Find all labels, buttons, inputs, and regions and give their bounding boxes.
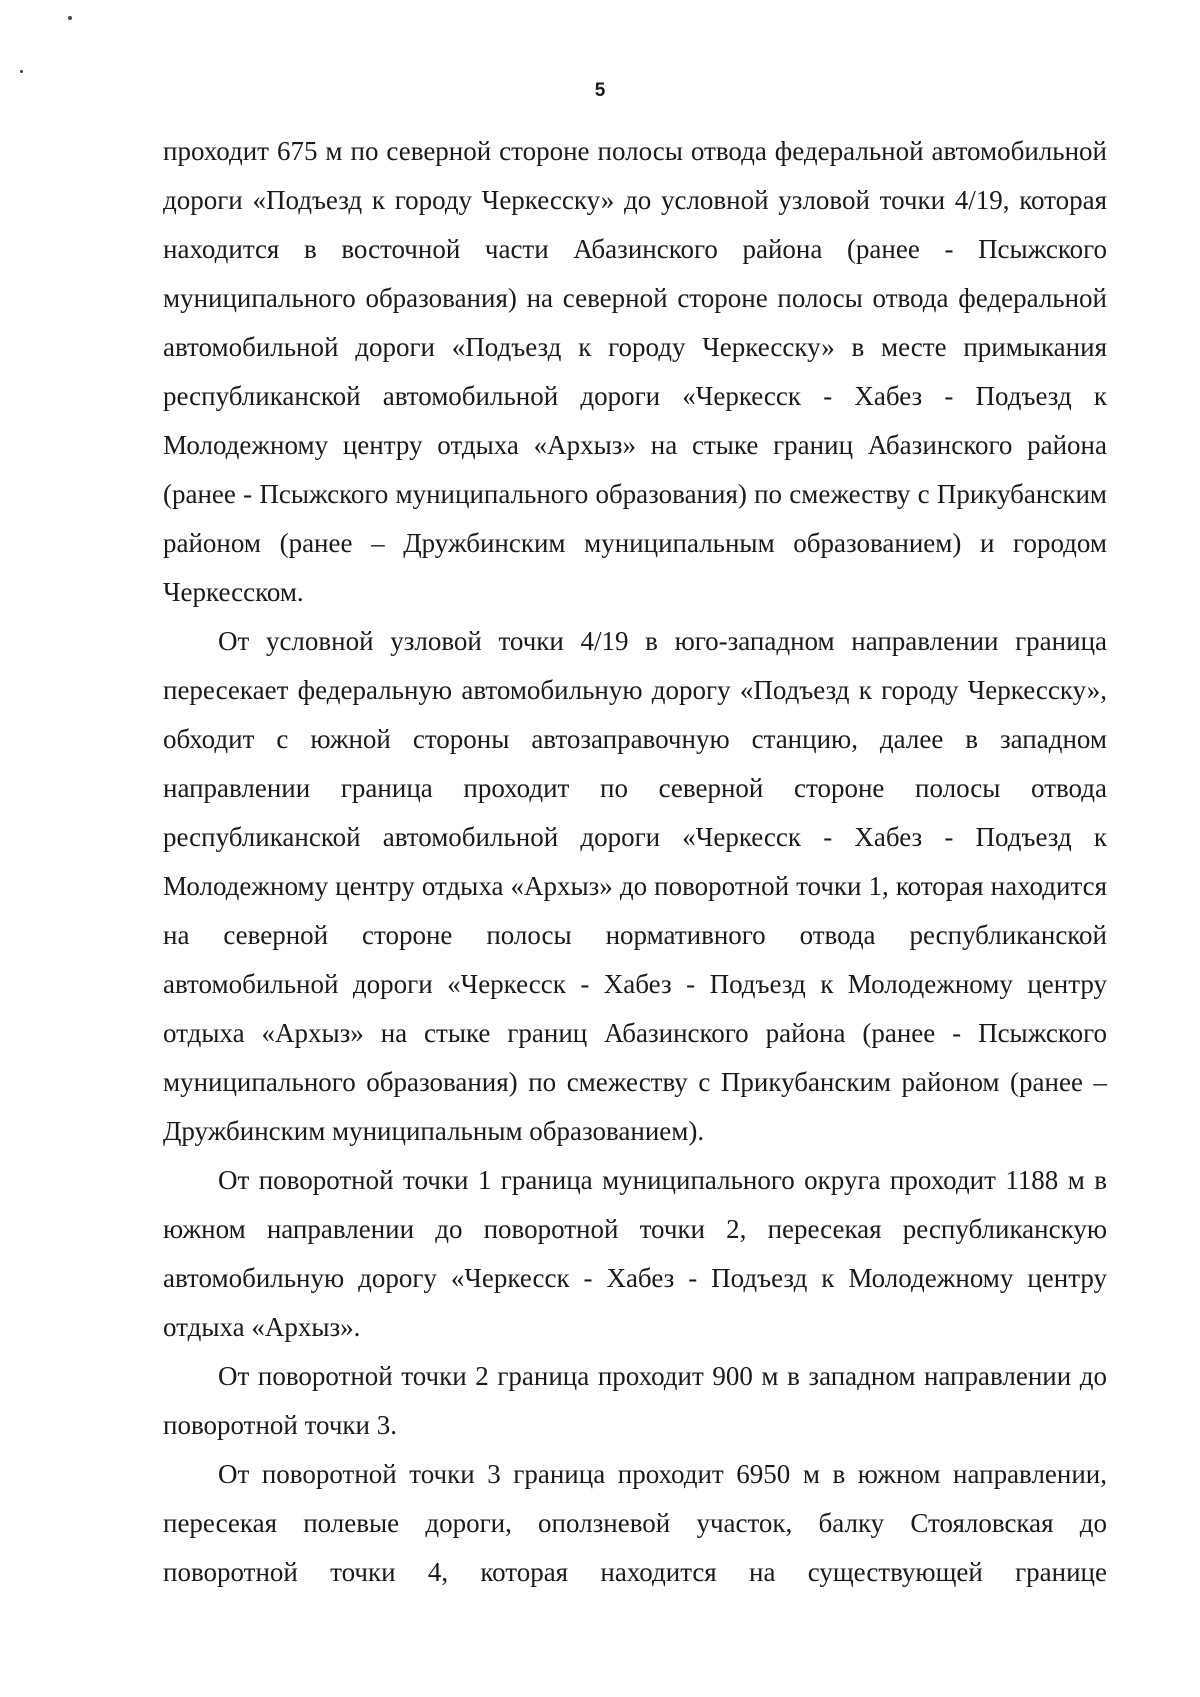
paragraph: От условной узловой точки 4/19 в юго-западном направлении граница пересекает федеральную автомобильную дорогу «Подъезд к городу Черкесску», обходит с южной стороны автозаправочную станцию, далее в западном направлении граница проходит по северной стороне полосы отвода республиканской автомобильной дороги «Черкесск - Хабез - Подъезд к Молодежному центру отдыха «Архыз» до поворотной точки 1, которая находится на северной стороне полосы нормативного отвода республиканской автомобильной дороги «Черкесск - Хабез - Подъезд к Молодежному центру отдыха «Архыз» на стыке границ Абазинского района (ранее - Псыжского муниципального образования) по смежеству с Прикубанским районом (ранее – Дружбинским муниципальным образованием). xyxy=(163,626,1107,1146)
paragraph: От поворотной точки 1 граница муниципального округа проходит 1188 м в южном направлении до поворотной точки 2, пересекая республиканскую автомобильную дорогу «Черкесск - Хабез - Подъезд к Молодежному центру отдыха «Архыз». xyxy=(163,1165,1107,1342)
document-body xyxy=(163,127,1107,1597)
page-number: 5 xyxy=(594,80,606,101)
scan-speck xyxy=(20,70,23,73)
paragraph: От поворотной точки 3 граница проходит 6950 м в южном направлении, пересекая полевые дороги, оползневой участок, балку Стояловская до поворотной точки 4, которая находится на существующей границе xyxy=(163,1459,1107,1587)
scan-speck xyxy=(68,16,72,20)
paragraph: проходит 675 м по северной стороне полосы отвода федеральной автомобильной дороги «Подъезд к городу Черкесску» до условной узловой точки 4/19, которая находится в восточной части Абазинского района (ранее - Псыжского муниципального образования) на северной стороне полосы отвода федеральной автомобильной дороги «Подъезд к городу Черкесску» в месте примыкания республиканской автомобильной дороги «Черкесск - Хабез - Подъезд к Молодежному центру отдыха «Архыз» на стыке границ Абазинского района (ранее - Псыжского муниципального образования) по смежеству с Прикубанским районом (ранее – Дружбинским муниципальным образованием) и городом Черкесском. xyxy=(163,136,1107,607)
paragraph: От поворотной точки 2 граница проходит 900 м в западном направлении до поворотной точки 3. xyxy=(163,1361,1107,1440)
